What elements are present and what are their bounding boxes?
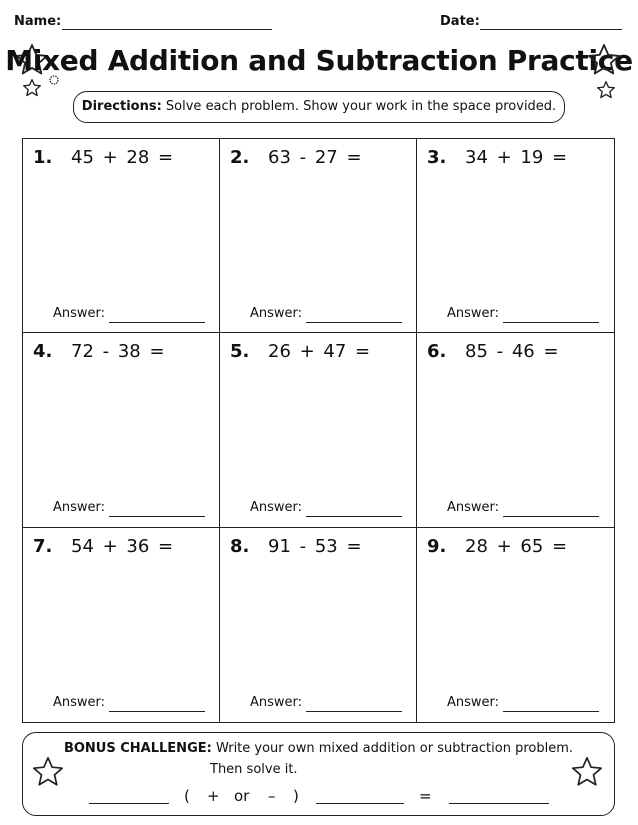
problem-cell bbox=[23, 333, 220, 527]
star-icon bbox=[31, 755, 65, 789]
answer-line[interactable] bbox=[306, 516, 402, 517]
directions-text: Solve each problem. Show your work in the space provided. bbox=[165, 99, 557, 114]
answer-line[interactable] bbox=[503, 516, 599, 517]
answer-label: Answer: bbox=[447, 306, 500, 321]
directions-label: Directions: bbox=[81, 99, 162, 114]
or-text: or bbox=[234, 787, 250, 805]
worksheet-title: Mixed Addition and Subtraction Practice bbox=[5, 44, 633, 77]
answer-line[interactable] bbox=[306, 711, 402, 712]
answer-label: Answer: bbox=[250, 694, 303, 710]
answer-label: Answer: bbox=[250, 500, 303, 516]
plus-symbol: + bbox=[207, 787, 220, 805]
problem-expression: 34 + 19 = bbox=[465, 147, 568, 168]
problem-cell bbox=[417, 528, 614, 722]
bonus-answer-blank[interactable] bbox=[449, 803, 549, 804]
answer-line[interactable] bbox=[503, 322, 599, 323]
date-label: Date: bbox=[440, 14, 480, 29]
close-paren: ) bbox=[293, 787, 299, 805]
problem-expression: 72 - 38 = bbox=[71, 341, 165, 363]
minus-symbol: – bbox=[268, 787, 276, 805]
answer-line[interactable] bbox=[109, 516, 205, 517]
equals-symbol: = bbox=[419, 787, 432, 805]
directions-box bbox=[73, 91, 565, 123]
name-input-line[interactable] bbox=[62, 29, 272, 30]
problem-cell bbox=[23, 528, 220, 722]
problem-cell bbox=[220, 528, 417, 722]
answer-line[interactable] bbox=[306, 322, 402, 323]
answer-label: Answer: bbox=[53, 500, 106, 516]
problem-number: 3. bbox=[427, 147, 447, 168]
star-icon bbox=[22, 78, 42, 98]
answer-label: Answer: bbox=[447, 500, 500, 516]
problem-expression: 63 - 27 = bbox=[268, 147, 362, 168]
problem-number: 1. bbox=[33, 147, 53, 168]
bonus-text: Write your own mixed addition or subtraction problem. bbox=[215, 741, 574, 756]
answer-line[interactable] bbox=[109, 711, 205, 712]
answer-label: Answer: bbox=[250, 306, 303, 321]
problem-number: 2. bbox=[230, 147, 250, 168]
problem-cell bbox=[23, 139, 220, 333]
answer-label: Answer: bbox=[53, 306, 106, 321]
problem-cell bbox=[417, 333, 614, 527]
problem-cell bbox=[220, 333, 417, 527]
bonus-label: BONUS CHALLENGE: bbox=[63, 741, 212, 756]
date-input-line[interactable] bbox=[480, 29, 622, 30]
problem-cell bbox=[417, 139, 614, 333]
problem-cell bbox=[220, 139, 417, 333]
bonus-second-number-blank[interactable] bbox=[316, 803, 404, 804]
star-icon bbox=[570, 755, 604, 789]
bonus-first-number-blank[interactable] bbox=[89, 803, 169, 804]
problem-expression: 28 + 65 = bbox=[465, 535, 568, 557]
problem-number: 8. bbox=[230, 535, 250, 557]
open-paren: ( bbox=[184, 787, 190, 805]
problem-number: 6. bbox=[427, 341, 447, 363]
answer-label: Answer: bbox=[53, 694, 106, 710]
star-icon bbox=[596, 80, 616, 100]
bonus-challenge-box bbox=[22, 732, 615, 816]
problem-number: 4. bbox=[33, 341, 53, 363]
answer-line[interactable] bbox=[109, 322, 205, 323]
problem-expression: 54 + 36 = bbox=[71, 535, 174, 557]
star-icon bbox=[586, 42, 622, 78]
problem-expression: 45 + 28 = bbox=[71, 147, 174, 168]
problem-expression: 85 - 46 = bbox=[465, 341, 559, 363]
problem-grid bbox=[22, 138, 615, 723]
bonus-text-2: Then solve it. bbox=[210, 762, 298, 777]
name-label: Name: bbox=[14, 14, 62, 29]
problem-number: 7. bbox=[33, 535, 53, 557]
problem-expression: 26 + 47 = bbox=[268, 341, 371, 363]
problem-expression: 91 - 53 = bbox=[268, 535, 362, 557]
bonus-prompt bbox=[23, 741, 614, 756]
answer-label: Answer: bbox=[447, 694, 500, 710]
answer-line[interactable] bbox=[503, 711, 599, 712]
problem-number: 5. bbox=[230, 341, 250, 363]
problem-number: 9. bbox=[427, 535, 447, 557]
